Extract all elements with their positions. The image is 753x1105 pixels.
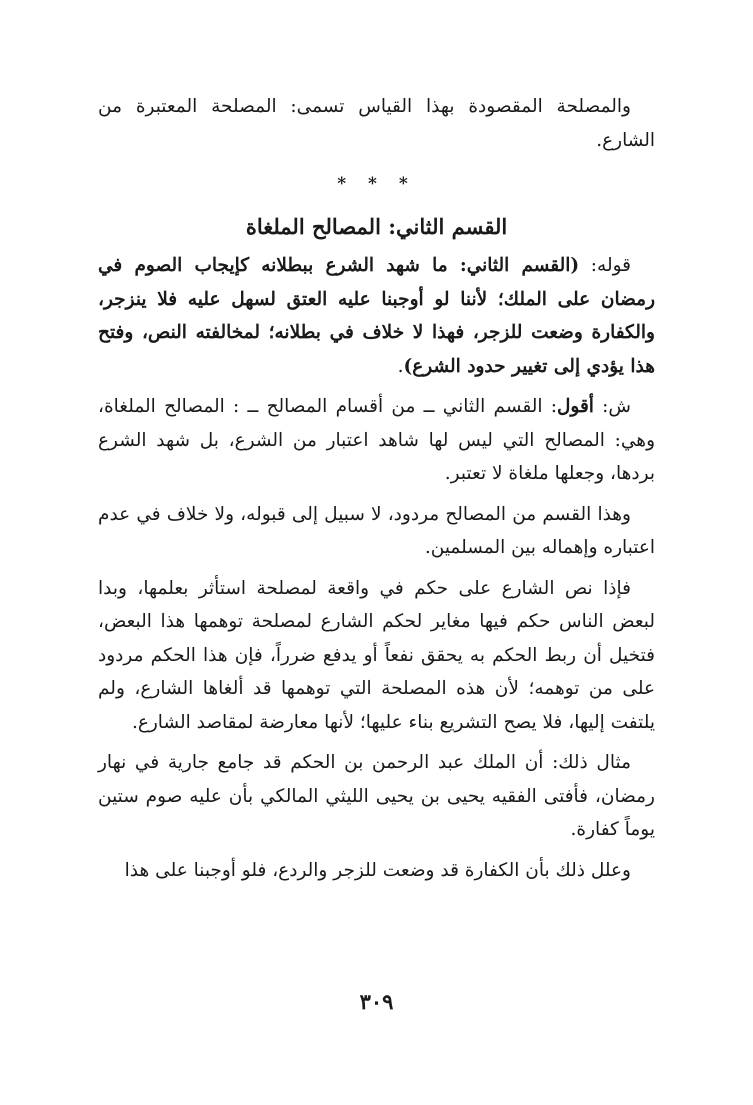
body-text xyxy=(98,90,655,887)
paragraph-reasoning: وعلل ذلك بأن الكفارة قد وضعت للزجر والردع، فلو أوجبنا على هذا xyxy=(124,859,631,881)
paragraph-quote xyxy=(98,249,655,383)
paragraph-explanation: فإذا نص الشارع على حكم في واقعة لمصلحة استأثر بعلمها، وبدا لبعض الناس حكم فيها مغاير لحكم الشارع لمصلحة توهمها هذا البعض، فتخيل أن ربط الحكم به يحقق نفعاً أو يدفع ضرراً، فإن هذا الحكم مردود على من توهمه؛ لأن هذه المصلحة التي توهمها قد ألغاها الشارع، ولم يلتفت إليها، فلا يصح التشريع بناء عليها؛ لأنها معارضة لمقاصد الشارع. xyxy=(98,577,655,733)
quote-tail: . xyxy=(397,355,404,377)
quote-text: (القسم الثاني: ما شهد الشرع ببطلانه كإيجاب الصوم في رمضان على الملك؛ لأننا لو أوجبنا عليه العتق لسهل عليه فلا ينزجر، والكفارة وضعت للزجر، فهذا لا خلاف في بطلانه؛ لمخالفته النص، وفتح هذا يؤدي إلى تغيير حدود الشرع) xyxy=(98,255,655,377)
section-separator: * * * xyxy=(337,174,416,194)
page-number: ٣٠٩ xyxy=(359,989,394,1014)
paragraph-rejected: وهذا القسم من المصالح مردود، لا سبيل إلى قبوله، ولا خلاف في عدم اعتباره وإهماله بين المسلمين. xyxy=(98,503,655,558)
paragraph-commentary xyxy=(98,390,655,491)
paragraph-example: مثال ذلك: أن الملك عبد الرحمن بن الحكم قد جامع جارية في نهار رمضان، فأفتى الفقيه يحيى بن يحيى الليثي المالكي بأن عليه صوم ستين يوماً كفارة. xyxy=(98,752,655,840)
paragraph-intro: والمصلحة المقصودة بهذا القياس تسمى: المصلحة المعتبرة من الشارع. xyxy=(98,96,655,151)
section-heading: القسم الثاني: المصالح الملغاة xyxy=(245,214,508,239)
commentary-text: : القسم الثاني ــ من أقسام المصالح ــ : المصالح الملغاة، وهي: المصالح التي ليس لها شاهد اعتبار من الشرع، بل شهد الشرع بردها، وجعلها ملغاة لا تعتبر. xyxy=(98,396,655,484)
commentary-keyword: أقول xyxy=(556,396,594,417)
commentary-lead: ش: xyxy=(593,396,631,417)
quote-lead: قوله: xyxy=(579,255,631,276)
